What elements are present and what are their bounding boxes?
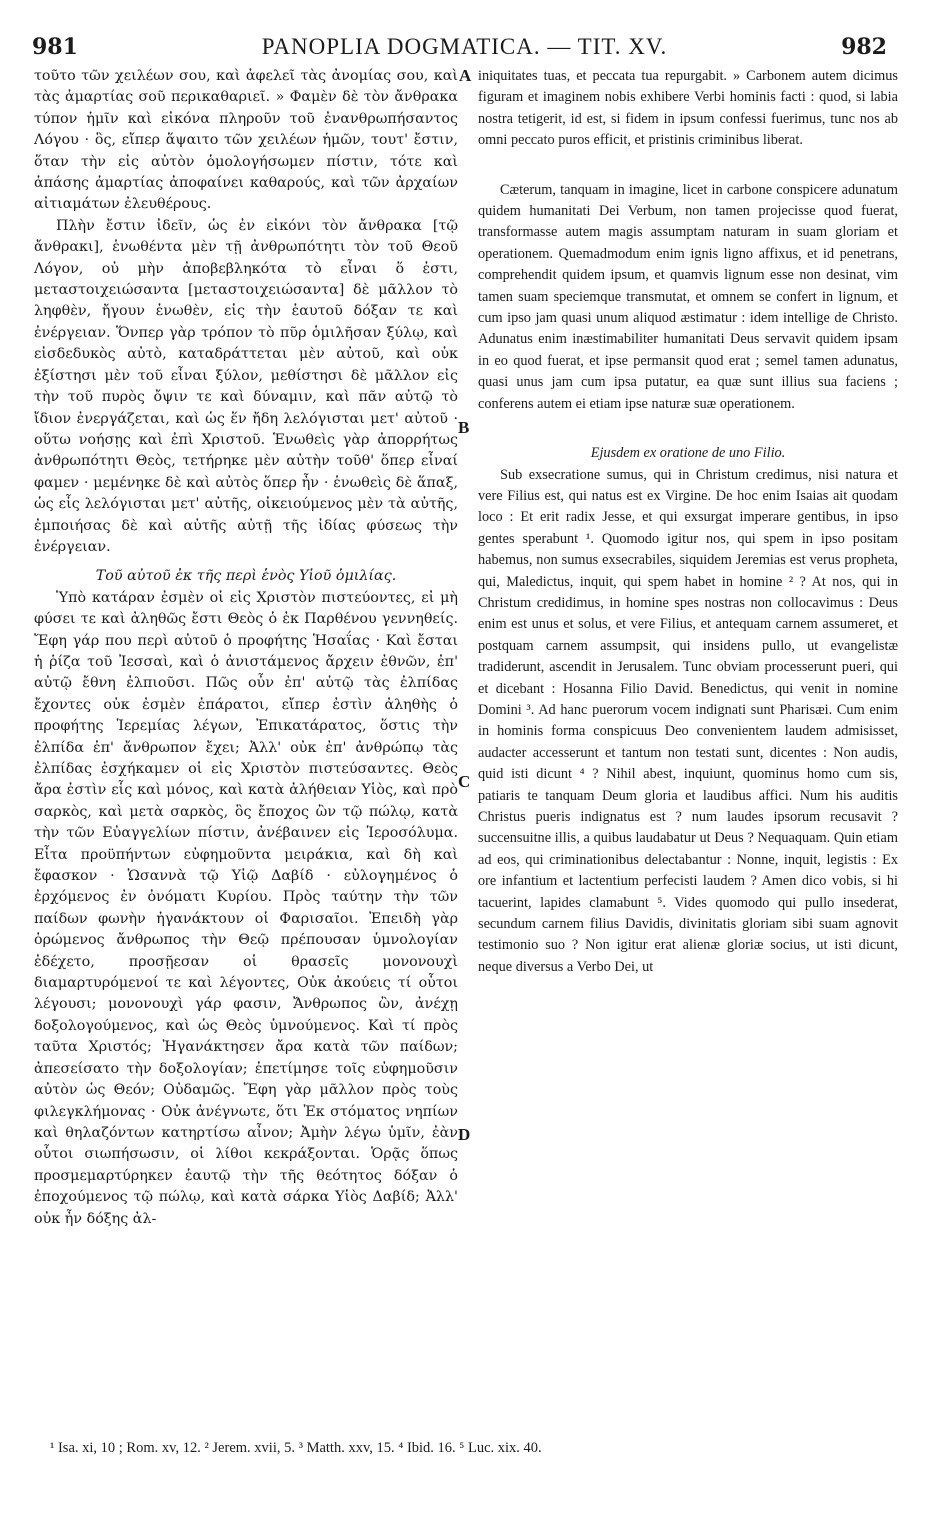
- footnotes: ¹ Isa. xi, 10 ; Rom. xv, 12. ² Jerem. xvii, 5. ³ Matth. xxv, 15. ⁴ Ibid. 16. ⁵ Luc. xix. 40.: [50, 1440, 542, 1456]
- latin-paragraph-2: Cæterum, tanquam in imagine, licet in carbone conspicere adunatum quidem humanitati Dei Verbum, non tamen projecisse quod fuerat, transformasse autem magis assumptam naturam in suam gloriam et operationem. Quemadmodum enim ignis ligno affixus, et id penetrans, comprehendit quidem ipsum, et quamvis lignum esse non desinat, vim tamen suam speciemque transmutat, et omnem se confert in lignum, et cum ipso jam quasi unum aliquod æstimatur : idem intellige de Christo. Adunatus enim inæstimabiliter humanitati Deus servavit quidem ipsam in eo quod fuerat, et ipse permansit quod erat ; semel tamen adunatus, quasi unus jam cum ipsa putatur, ea quæ sunt illius sua faciens ; conferens autem ei etiam ipse naturæ suæ operationem.: [478, 181, 898, 412]
- page-title: PANOPLIA DOGMATICA. — TIT. XV.: [261, 34, 668, 59]
- latin-section-title: Ejusdem ex oratione de uno Filio.: [590, 445, 786, 462]
- running-head: [0, 34, 929, 64]
- greek-paragraph-2: Πλὴν ἔστιν ἰδεῖν, ὡς ἐν εἰκόνι τὸν ἄνθρακα [τῷ ἄνθρακι], ἑνωθέντα μὲν τῇ ἀνθρωπότητι τὸν τοῦ Θεοῦ Λόγον, οὐ μὴν ἀποβεβληκότα τὸ εἶναι ὅ ἐστι, μεταστοιχειώσαντα [μεταστοιχειώσαντα] δὲ μᾶλλον τὸ ληφθὲν, ἤγουν ἑνωθὲν, εἰς τὴν ἑαυτοῦ δόξαν τε καὶ ἐνέργειαν. Ὅνπερ γὰρ τρόπον τὸ πῦρ ὁμιλῆσαν ξύλῳ, καὶ εἰσδεδυκὸς αὐτὸ, καταδράττεται μὲν αὐτοῦ, καὶ οὐκ ἐξίστησι μὲν τοῦ εἶναι ξύλον, μεθίστησι δὲ μᾶλλον εἰς τὴν τοῦ πυρὸς ὄψιν τε καὶ δύναμιν, καὶ πᾶν αὐτῷ τὸ ἴδιον ἐνεργάζεται, καὶ ὡς ἕν ἤδη λελόγισται μετ' αὐτοῦ · οὕτω νοήσῃς καὶ ἐπὶ Χριστοῦ. Ἑνωθεὶς γὰρ ἀπορρήτως ἀνθρωπότητι Θεὸς, τετήρηκε μὲν αὐτὴν τοῦθ' ὅπερ εἶναί φαμεν · μεμένηκε δὲ καὶ αὐτὸς ὅπερ ἦν · ἑνωθεὶς δὲ ἅπαξ, ὡς εἷς λελόγισται μετ' αὐτῆς, οἰκειούμενος μὲν τὰ αὐτῆς, ἐμποιήσας δὲ καὶ αὐτῆς αὐτῇ τῆς ἰδίας φύσεως τὴν ἐνέργειαν.: [34, 217, 458, 555]
- greek-section-title: Τοῦ αὐτοῦ ἐκ τῆς περὶ ἑνὸς Υἱοῦ ὁμιλίας.: [95, 568, 397, 585]
- margin-letter-d: D: [458, 1125, 471, 1144]
- page-number-right: 982: [841, 34, 887, 60]
- greek-paragraph-1: τοῦτο τῶν χειλέων σου, καὶ ἀφελεῖ τὰς ἀνομίας σου, καὶ τὰς ἁμαρτίας σοῦ περικαθαριεῖ. » Φαμὲν δὲ τὸν ἄνθρακα τύπον ἡμῖν καὶ εἰκόνα πληροῦν τοῦ ἐνανθρωπήσαντος Λόγου · ὃς, εἴπερ ἅψαιτο τῶν χειλέων ἡμῶν, τουτ' ἔστιν, ὅταν τὴν εἰς αὐτὸν ὁμολογήσωμεν πίστιν, τότε καὶ ἁπάσης ἁμαρτίας ἀποφαίνει καθαρούς, καὶ τῶν ἀρχαίων αἰτιαμάτων ἐλευθέρους.: [34, 68, 458, 213]
- margin-letter-c: C: [458, 772, 471, 791]
- greek-column: [34, 66, 458, 1230]
- margin-letter-a: A: [459, 66, 472, 85]
- greek-paragraph-3: Ὑπὸ κατάραν ἐσμὲν οἱ εἰς Χριστὸν πιστεύοντες, εἰ μὴ φύσει τε καὶ ἀληθῶς ἔστι Θεὸς ὁ ἐκ Παρθένου γεννηθείς. Ἔφη γάρ που περὶ αὐτοῦ ὁ προφήτης Ἡσαΐας · Καὶ ἔσται ἡ ῥίζα τοῦ Ἰεσσαὶ, καὶ ὁ ἀνιστάμενος ἄρχειν ἐθνῶν, ἐπ' αὐτῷ ἔθνη ἐλπιοῦσι. Πῶς οὖν ἐπ' αὐτῷ τὰς ἐλπίδας ἔχοντες οὐκ ἐσμὲν ἐπάρατοι, εἴπερ ἐστὶν ἀληθὴς ὁ προφήτης Ἱερεμίας λέγων, Ἐπικατάρατος, ὅστις τὴν ἐλπίδα ἐπ' ἄνθρωπον ἔχει; Ἀλλ' οὐκ ἐπ' ἀνθρώπῳ τὰς ἐλπίδας ἐσχήκαμεν οἱ εἰς Χριστὸν πιστεύσαντες. Θεὸς ἄρα ἐστὶν εἷς καὶ μόνος, καὶ κατὰ ἀλήθειαν Υἱὸς, καὶ πρὸ σαρκὸς, καὶ μετὰ σαρκὸς, ὃς ἔποχος ὢν τῷ πώλῳ, κατὰ τὴν τῶν Εὐαγγελίων πίστιν, ἀνέβαινεν εἰς Ἱεροσόλυμα. Εἶτα προϋπήντων εὐφημοῦντα μειράκια, καὶ δὴ καὶ ἔφασκον · Ὡσαννὰ τῷ Υἱῷ Δαβίδ · εὐλογημένος ὁ ἐρχόμενος ἐν ὀνόματι Κυρίου. Πρὸς ταύτην τὴν τῶν παίδων φωνὴν ἠγανάκτουν οἱ Φαρισαῖοι. Ἐπειδὴ γὰρ ὁρώμενος ἄνθρωπος τὴν Θεῷ πρέπουσαν ὑμνολογίαν ἐδέχετο, προσῇεσαν οἱ θρασεῖς μονονουχὶ διαμαρτυρόμενοί τε καὶ λέγοντες, Οὐκ ἀκούεις τί οὗτοι λέγουσι; μονονουχὶ γάρ φασιν, Ἄνθρωπος ὢν, ἀνέχῃ δοξολογούμενος, καὶ ὡς Θεὸς ὑμνούμενος. Καὶ τί πρὸς ταῦτα Χριστός; Ἠγανάκτησεν ἄρα κατὰ τῶν παίδων; ἀπεσείσατο τὴν δοξολογίαν; ἐπετίμησε τοῖς εὐφημοῦσιν αὐτὸν ὡς Θεόν; Οὐδαμῶς. Ἔφη γὰρ μᾶλλον πρὸς τοὺς φιλεγκλήμονας · Οὐκ ἀνέγνωτε, ὅτι Ἐκ στόματος νηπίων καὶ θηλαζόντων κατηρτίσω αἶνον; Ἀμὴν λέγω ὑμῖν, ἐὰν οὗτοι σιωπήσωσιν, οἱ λίθοι κεκράξονται. Ὁρᾷς ὅπως προσμεμαρτύρηκεν ἑαυτῷ τὴν τῆς θεότητος δόξαν ὁ ἐποχούμενος τῷ πώλῳ, καὶ κατὰ σάρκα Υἱὸς Δαβίδ; Ἀλλ' οὐκ ἦν δόξης ἀλ-: [34, 589, 458, 1227]
- margin-letter-b: B: [458, 418, 470, 437]
- page-number-left: 981: [32, 34, 78, 60]
- latin-paragraph-1: iniquitates tuas, et peccata tua repurgabit. » Carbonem autem dicimus figuram et imaginem nobis exhibere Verbi hominis facti : quod, si labia nostra tetigerit, id est, si fidem in ipsum confessi fuerimus, tunc nos ab omni peccato puros efficit, et pristinis criminibus liberat.: [478, 68, 898, 149]
- latin-paragraph-3: Sub exsecratione sumus, qui in Christum credimus, nisi natura et vere Filius est, qui natus est ex Virgine. De hoc enim Isaias ait quodam loco : Et erit radix Jesse, et qui exsurgat imperare gentibus, in ipso gentes sperabunt ¹. Quomodo igitur nos, qui spem in ipso positam habemus, non sumus exsecrabiles, siquidem Jeremias est verus propheta, qui, Maledictus, inquit, qui spem habet in homine ² ? At nos, qui in Christum credidimus, in homine spes nostras non collocavimus : Deus enim est unus et solus, et vere Filius, et antequam carnem assumeret, et postquam carnem assumpsit, qui insidens pullo, ut evangelistæ tradiderunt, ascendit in Jerusalem. Tunc obviam processerunt pueri, qui et dicebant : Hosanna Filio David. Benedictus, qui venit in nomine Domini ³. Ad hanc puerorum vocem indignati sunt Pharisæi. Cum enim in hominis forma conspicuus Deo convenientem laudem admisisset, audacter accesserunt et tantum non testati sunt, dicentes : Non audis, quid isti dicunt ⁴ ? Nihil abest, inquiunt, quominus homo cum sis, patiaris te tanquam Deum gloria et laudibus affici. Num his auditis Christus pueris indignatus est ? num laudes ipsorum recusavit ? succensuitne illis, a quibus laudabatur ut Deus ? Nequaquam. Quin etiam ad eos, qui criminationibus delectabantur : Nonne, inquit, legistis : Ex ore infantium et lactentium perfecisti laudem ? Amen dico vobis, si hi tacuerint, lapides clamabunt ⁵. Vides quomodo qui pullo insederat, secundum carnem filius Davidis, divinitatis gloriam sibi suam agnovit testimonio suo ? Non igitur erat alienæ gloriæ socius, ut isti dicunt, neque diversus a Verbo Dei, ut: [478, 466, 898, 975]
- latin-column: [478, 66, 898, 978]
